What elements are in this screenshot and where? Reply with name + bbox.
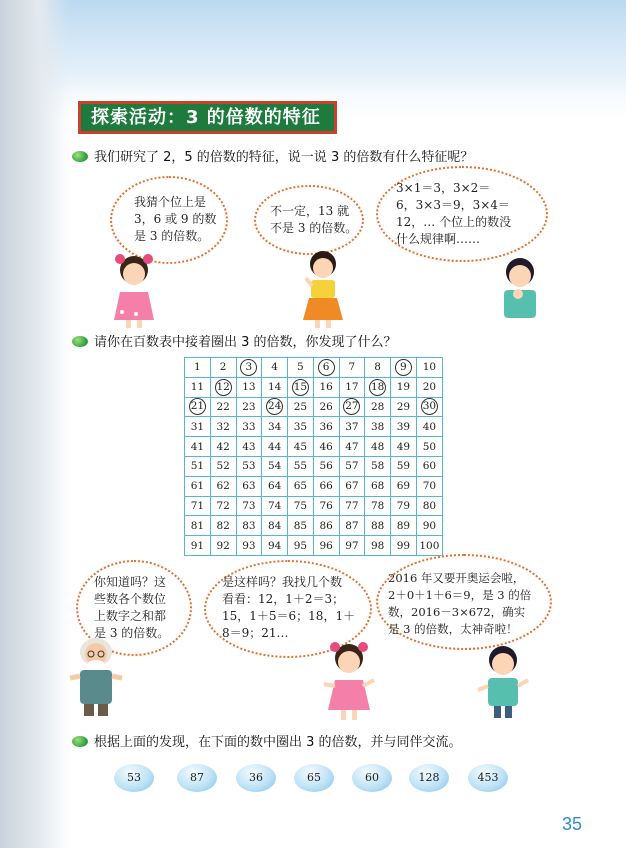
cell-number: 14 (267, 381, 282, 394)
cell-number: 17 (345, 381, 359, 394)
cell-number: 73 (242, 499, 256, 512)
cell-number: 57 (345, 460, 359, 473)
left-shade (0, 0, 70, 848)
hundred-chart-cell[interactable] (365, 437, 391, 457)
hundred-chart-cell[interactable] (262, 437, 288, 457)
number-badge[interactable]: 36 (236, 764, 276, 792)
hundred-chart-cell[interactable] (391, 377, 417, 397)
question-1-text: 我们研究了 2，5 的倍数的特征，说一说 3 的倍数有什么特征呢？ (94, 150, 474, 165)
hundred-chart-cell[interactable] (365, 496, 391, 516)
hundred-chart-cell[interactable] (185, 437, 211, 457)
cell-number: 90 (422, 519, 437, 532)
hundred-chart-cell[interactable] (288, 516, 314, 536)
cell-number: 76 (319, 499, 333, 512)
hundred-chart-cell[interactable] (313, 437, 339, 457)
hundred-chart-cell[interactable] (391, 456, 417, 476)
number-badge[interactable]: 87 (177, 764, 217, 792)
cell-number: 39 (396, 420, 411, 433)
circled-number: 21 (189, 398, 206, 415)
cell-number: 2 (219, 361, 227, 374)
cell-number: 7 (348, 361, 356, 374)
cell-number: 69 (396, 480, 411, 493)
cell-number: 50 (422, 440, 437, 453)
hundred-chart-cell[interactable] (185, 516, 211, 536)
cell-number: 29 (396, 400, 411, 413)
hundred-chart-cell[interactable] (210, 437, 236, 457)
cell-number: 22 (216, 400, 230, 413)
cell-number: 41 (190, 440, 205, 453)
hundred-chart-cell[interactable] (391, 496, 417, 516)
boy-green-2-illustration (474, 644, 532, 720)
cell-number: 61 (190, 480, 205, 493)
hundred-chart-cell[interactable] (210, 456, 236, 476)
hundred-chart-cell[interactable] (391, 476, 417, 496)
girl-yellow-illustration (296, 248, 350, 330)
cell-number: 13 (242, 381, 256, 394)
hundred-chart-cell[interactable] (262, 397, 288, 417)
cell-number: 20 (422, 381, 437, 394)
bubble-3-line: 6，3×3＝9，3×4＝ (396, 198, 510, 212)
hundred-chart-cell[interactable] (313, 536, 339, 556)
bubble-5-line: 8＝9；21… (222, 626, 289, 640)
cell-number: 78 (370, 499, 385, 512)
bubble-6-line: 数，2016－3×672，确实 (388, 605, 526, 619)
cell-number: 46 (319, 440, 333, 453)
cell-number: 43 (242, 440, 256, 453)
cell-number: 45 (293, 440, 308, 453)
hundred-chart-cell[interactable] (210, 397, 236, 417)
cell-number: 11 (190, 381, 205, 394)
cell-number: 56 (319, 460, 333, 473)
cell-number: 10 (422, 361, 437, 374)
hundred-chart-cell[interactable] (236, 536, 262, 556)
hundred-chart-cell[interactable] (210, 516, 236, 536)
cell-number: 62 (216, 480, 230, 493)
hundred-chart-cell[interactable] (391, 536, 417, 556)
cell-number: 19 (396, 381, 411, 394)
hundred-chart-cell[interactable] (365, 397, 391, 417)
cell-number: 68 (370, 480, 385, 493)
cell-number: 37 (345, 420, 359, 433)
cell-number: 79 (396, 499, 411, 512)
number-badge[interactable]: 60 (352, 764, 392, 792)
hundred-chart-cell[interactable] (416, 476, 442, 496)
bullet-icon (72, 151, 88, 162)
hundred-chart-cell[interactable] (313, 516, 339, 536)
hundred-chart-cell[interactable] (288, 397, 314, 417)
hundred-chart-cell[interactable] (262, 536, 288, 556)
hundred-chart-cell[interactable] (210, 417, 236, 437)
question-2-text: 请你在百数表中接着圈出 3 的倍数，你发现了什么？ (94, 335, 397, 350)
cell-number: 88 (370, 519, 385, 532)
cell-number: 1 (194, 361, 201, 374)
question-1 (72, 149, 473, 167)
hundred-chart-cell[interactable] (391, 358, 417, 378)
cell-number: 77 (345, 499, 359, 512)
cell-number: 63 (242, 480, 256, 493)
hundred-chart-row (185, 476, 443, 496)
bubble-3-line: 什么规律啊…… (396, 232, 481, 246)
number-badge[interactable]: 128 (409, 764, 449, 792)
hundred-chart-cell[interactable] (185, 417, 211, 437)
cell-number: 97 (345, 539, 359, 552)
grandpa-illustration (66, 632, 126, 720)
bubble-4-line: 些数各个数位 (94, 592, 167, 606)
cell-number: 67 (345, 480, 359, 493)
hundred-chart-cell[interactable] (262, 358, 288, 378)
hundred-chart-cell[interactable] (339, 496, 365, 516)
bubble-4-line: 你知道吗？这 (94, 575, 167, 589)
hundred-chart-cell[interactable] (236, 377, 262, 397)
bubble-6-line: 2＋0＋1＋6＝9，是 3 的倍 (388, 588, 532, 602)
hundred-chart-cell[interactable] (236, 417, 262, 437)
hundred-chart-cell[interactable] (185, 358, 211, 378)
cell-number: 93 (242, 539, 256, 552)
speech-bubble-6 (376, 554, 552, 650)
hundred-chart-cell[interactable] (416, 437, 442, 457)
cell-number: 95 (293, 539, 308, 552)
hundred-chart-cell[interactable] (185, 397, 211, 417)
question-3-text: 根据上面的发现，在下面的数中圈出 3 的倍数，并与同伴交流。 (94, 735, 462, 750)
hundred-chart-cell[interactable] (365, 417, 391, 437)
hundred-chart-cell[interactable] (339, 397, 365, 417)
hundred-chart-row (185, 516, 443, 536)
boy-green-illustration (494, 254, 546, 328)
hundred-chart-cell[interactable] (262, 417, 288, 437)
hundred-chart-cell[interactable] (365, 476, 391, 496)
circled-number: 30 (421, 398, 438, 415)
cell-number: 36 (319, 420, 333, 433)
cell-number: 26 (319, 400, 333, 413)
speech-bubble-2 (254, 185, 364, 255)
hundred-chart-row (185, 437, 443, 457)
hundred-chart-cell[interactable] (365, 456, 391, 476)
hundred-chart-cell[interactable] (416, 417, 442, 437)
cell-number: 31 (190, 420, 205, 433)
bubble-5-line: 是这样吗？我找几个数 (222, 575, 343, 589)
cell-number: 87 (345, 519, 359, 532)
cell-number: 98 (370, 539, 385, 552)
hundred-chart-cell[interactable] (288, 417, 314, 437)
hundred-chart-cell[interactable] (185, 536, 211, 556)
cell-number: 83 (242, 519, 256, 532)
speech-bubble-3 (376, 166, 548, 262)
hundred-chart-cell[interactable] (236, 437, 262, 457)
hundred-chart-cell[interactable] (288, 496, 314, 516)
cell-number: 89 (396, 519, 411, 532)
hundred-chart-row (185, 536, 443, 556)
hundred-chart-cell[interactable] (313, 397, 339, 417)
cell-number: 66 (319, 480, 333, 493)
cell-number: 16 (319, 381, 333, 394)
cell-number: 28 (370, 400, 385, 413)
circled-number: 3 (240, 359, 257, 376)
hundred-chart-cell[interactable] (313, 456, 339, 476)
hundred-chart-cell[interactable] (365, 516, 391, 536)
bullet-icon (72, 736, 88, 747)
hundred-chart-cell[interactable] (236, 397, 262, 417)
hundred-chart-cell[interactable] (262, 456, 288, 476)
hundred-chart-cell[interactable] (288, 358, 314, 378)
bubble-5-line: 看看：12，1＋2＝3； (222, 592, 345, 606)
cell-number: 52 (216, 460, 230, 473)
circled-number: 6 (318, 359, 335, 376)
cell-number: 86 (319, 519, 333, 532)
girl-pink-2-illustration (320, 640, 378, 724)
bubble-3-line: 12，… 个位上的数没 (396, 215, 512, 229)
hundred-chart-row (185, 456, 443, 476)
hundred-chart-cell[interactable] (262, 377, 288, 397)
hundred-chart-cell[interactable] (339, 417, 365, 437)
cell-number: 4 (271, 361, 278, 374)
hundred-chart-cell[interactable] (313, 476, 339, 496)
hundred-chart-cell[interactable] (339, 437, 365, 457)
hundred-chart-cell[interactable] (262, 516, 288, 536)
cell-number: 32 (216, 420, 230, 433)
number-badge[interactable]: 453 (468, 764, 508, 792)
cell-number: 59 (396, 460, 411, 473)
cell-number: 53 (242, 460, 256, 473)
hundred-chart-cell[interactable] (339, 377, 365, 397)
cell-number: 34 (267, 420, 282, 433)
hundred-chart-cell[interactable] (391, 516, 417, 536)
hundred-chart-cell[interactable] (262, 476, 288, 496)
cell-number: 47 (345, 440, 359, 453)
cell-number: 58 (370, 460, 385, 473)
cell-number: 75 (293, 499, 308, 512)
cell-number: 72 (216, 499, 230, 512)
hundred-chart-cell[interactable] (210, 536, 236, 556)
cell-number: 48 (370, 440, 385, 453)
cell-number: 25 (293, 400, 308, 413)
cell-number: 42 (216, 440, 230, 453)
hundred-chart-cell[interactable] (416, 536, 442, 556)
bubble-2-line: 不一定，13 就 (270, 204, 350, 218)
cell-number: 82 (216, 519, 230, 532)
cell-number: 100 (419, 539, 440, 552)
page-number: 35 (562, 814, 583, 834)
top-band (0, 0, 626, 95)
hundred-chart-row (185, 397, 443, 417)
bubble-6-line: 是 3 的倍数，太神奇啦！ (388, 622, 518, 636)
cell-number: 35 (293, 420, 308, 433)
hundred-chart-cell[interactable] (339, 476, 365, 496)
hundred-chart-cell[interactable] (185, 476, 211, 496)
cell-number: 84 (267, 519, 282, 532)
hundred-chart-cell[interactable] (185, 456, 211, 476)
hundred-chart-cell[interactable] (365, 358, 391, 378)
hundred-chart-cell[interactable] (365, 377, 391, 397)
cell-number: 51 (190, 460, 205, 473)
hundred-chart-cell[interactable] (416, 397, 442, 417)
cell-number: 71 (190, 499, 205, 512)
number-badge[interactable]: 53 (114, 764, 154, 792)
cell-number: 74 (267, 499, 282, 512)
hundred-chart-cell[interactable] (210, 377, 236, 397)
bubble-2-line: 不是 3 的倍数。 (270, 221, 358, 235)
hundred-chart-row (185, 496, 443, 516)
cell-number: 8 (374, 361, 381, 374)
hundred-chart-cell[interactable] (391, 437, 417, 457)
question-2 (72, 334, 397, 352)
cell-number: 91 (190, 539, 205, 552)
hundred-chart-cell[interactable] (416, 496, 442, 516)
section-title: 探索活动：3 的倍数的特征 (78, 101, 337, 134)
cell-number: 94 (267, 539, 282, 552)
cell-number: 33 (242, 420, 256, 433)
cell-number: 60 (422, 460, 437, 473)
hundred-chart-cell[interactable] (185, 496, 211, 516)
hundred-chart-cell[interactable] (236, 456, 262, 476)
hundred-chart-cell[interactable] (365, 536, 391, 556)
hundred-chart-cell[interactable] (416, 516, 442, 536)
cell-number: 81 (190, 519, 205, 532)
circled-number: 24 (266, 398, 283, 415)
hundred-chart-cell[interactable] (416, 377, 442, 397)
hundred-chart-cell[interactable] (313, 358, 339, 378)
hundred-chart-row (185, 377, 443, 397)
cell-number: 44 (267, 440, 282, 453)
hundred-chart-cell[interactable] (288, 456, 314, 476)
circled-number: 18 (369, 379, 386, 396)
hundred-chart-cell[interactable] (313, 496, 339, 516)
bubble-1-line: 我猜个位上是 (134, 195, 207, 209)
circled-number: 9 (395, 359, 412, 376)
bubble-3-line: 3×1＝3，3×2＝ (396, 181, 491, 195)
hundred-chart-cell[interactable] (236, 358, 262, 378)
hundred-chart-cell[interactable] (391, 397, 417, 417)
cell-number: 92 (216, 539, 230, 552)
hundred-chart-cell[interactable] (391, 417, 417, 437)
hundred-chart-cell[interactable] (339, 358, 365, 378)
hundred-chart-cell[interactable] (210, 476, 236, 496)
hundred-chart-cell[interactable] (288, 536, 314, 556)
cell-number: 70 (422, 480, 437, 493)
hundred-chart-cell[interactable] (313, 377, 339, 397)
hundred-chart-cell[interactable] (236, 476, 262, 496)
cell-number: 55 (293, 460, 308, 473)
bubble-6-line: 2016 年又要开奥运会啦， (388, 571, 525, 585)
bubble-4-line: 上数字之和都 (94, 609, 167, 623)
hundred-chart-cell[interactable] (313, 417, 339, 437)
number-badge[interactable]: 65 (294, 764, 334, 792)
hundred-chart-cell[interactable] (210, 496, 236, 516)
hundred-chart-cell[interactable] (339, 516, 365, 536)
circled-number: 15 (292, 379, 309, 396)
hundred-chart-row (185, 417, 443, 437)
hundred-chart-cell[interactable] (416, 358, 442, 378)
hundred-chart-row (185, 358, 443, 378)
hundred-chart-cell[interactable] (185, 377, 211, 397)
cell-number: 23 (242, 400, 256, 413)
cell-number: 96 (319, 539, 333, 552)
hundred-chart-cell[interactable] (339, 456, 365, 476)
cell-number: 65 (293, 480, 308, 493)
bubble-1-line: 是 3 的倍数。 (134, 229, 210, 243)
circled-number: 27 (343, 398, 360, 415)
circled-number: 12 (215, 379, 232, 396)
bubble-4-line: 是 3 的倍数。 (94, 626, 170, 640)
girl-pink-illustration (106, 250, 162, 330)
bullet-icon (72, 336, 88, 347)
cell-number: 54 (267, 460, 282, 473)
cell-number: 80 (422, 499, 437, 512)
hundred-chart-cell[interactable] (210, 358, 236, 378)
bubble-1-line: 3，6 或 9 的数 (134, 212, 217, 226)
bubble-5-line: 15，1＋5＝6；18，1＋ (222, 609, 356, 623)
hundred-chart-cell[interactable] (236, 516, 262, 536)
hundred-chart (184, 357, 443, 556)
cell-number: 85 (293, 519, 308, 532)
cell-number: 99 (396, 539, 411, 552)
hundred-chart-cell[interactable] (236, 496, 262, 516)
question-3 (72, 734, 462, 752)
cell-number: 40 (422, 420, 437, 433)
hundred-chart-cell[interactable] (416, 456, 442, 476)
cell-number: 5 (297, 361, 304, 374)
hundred-chart-cell[interactable] (288, 377, 314, 397)
cell-number: 64 (267, 480, 282, 493)
cell-number: 38 (370, 420, 385, 433)
hundred-chart-cell[interactable] (262, 496, 288, 516)
hundred-chart-cell[interactable] (288, 437, 314, 457)
hundred-chart-cell[interactable] (288, 476, 314, 496)
cell-number: 49 (396, 440, 411, 453)
hundred-chart-cell[interactable] (339, 536, 365, 556)
